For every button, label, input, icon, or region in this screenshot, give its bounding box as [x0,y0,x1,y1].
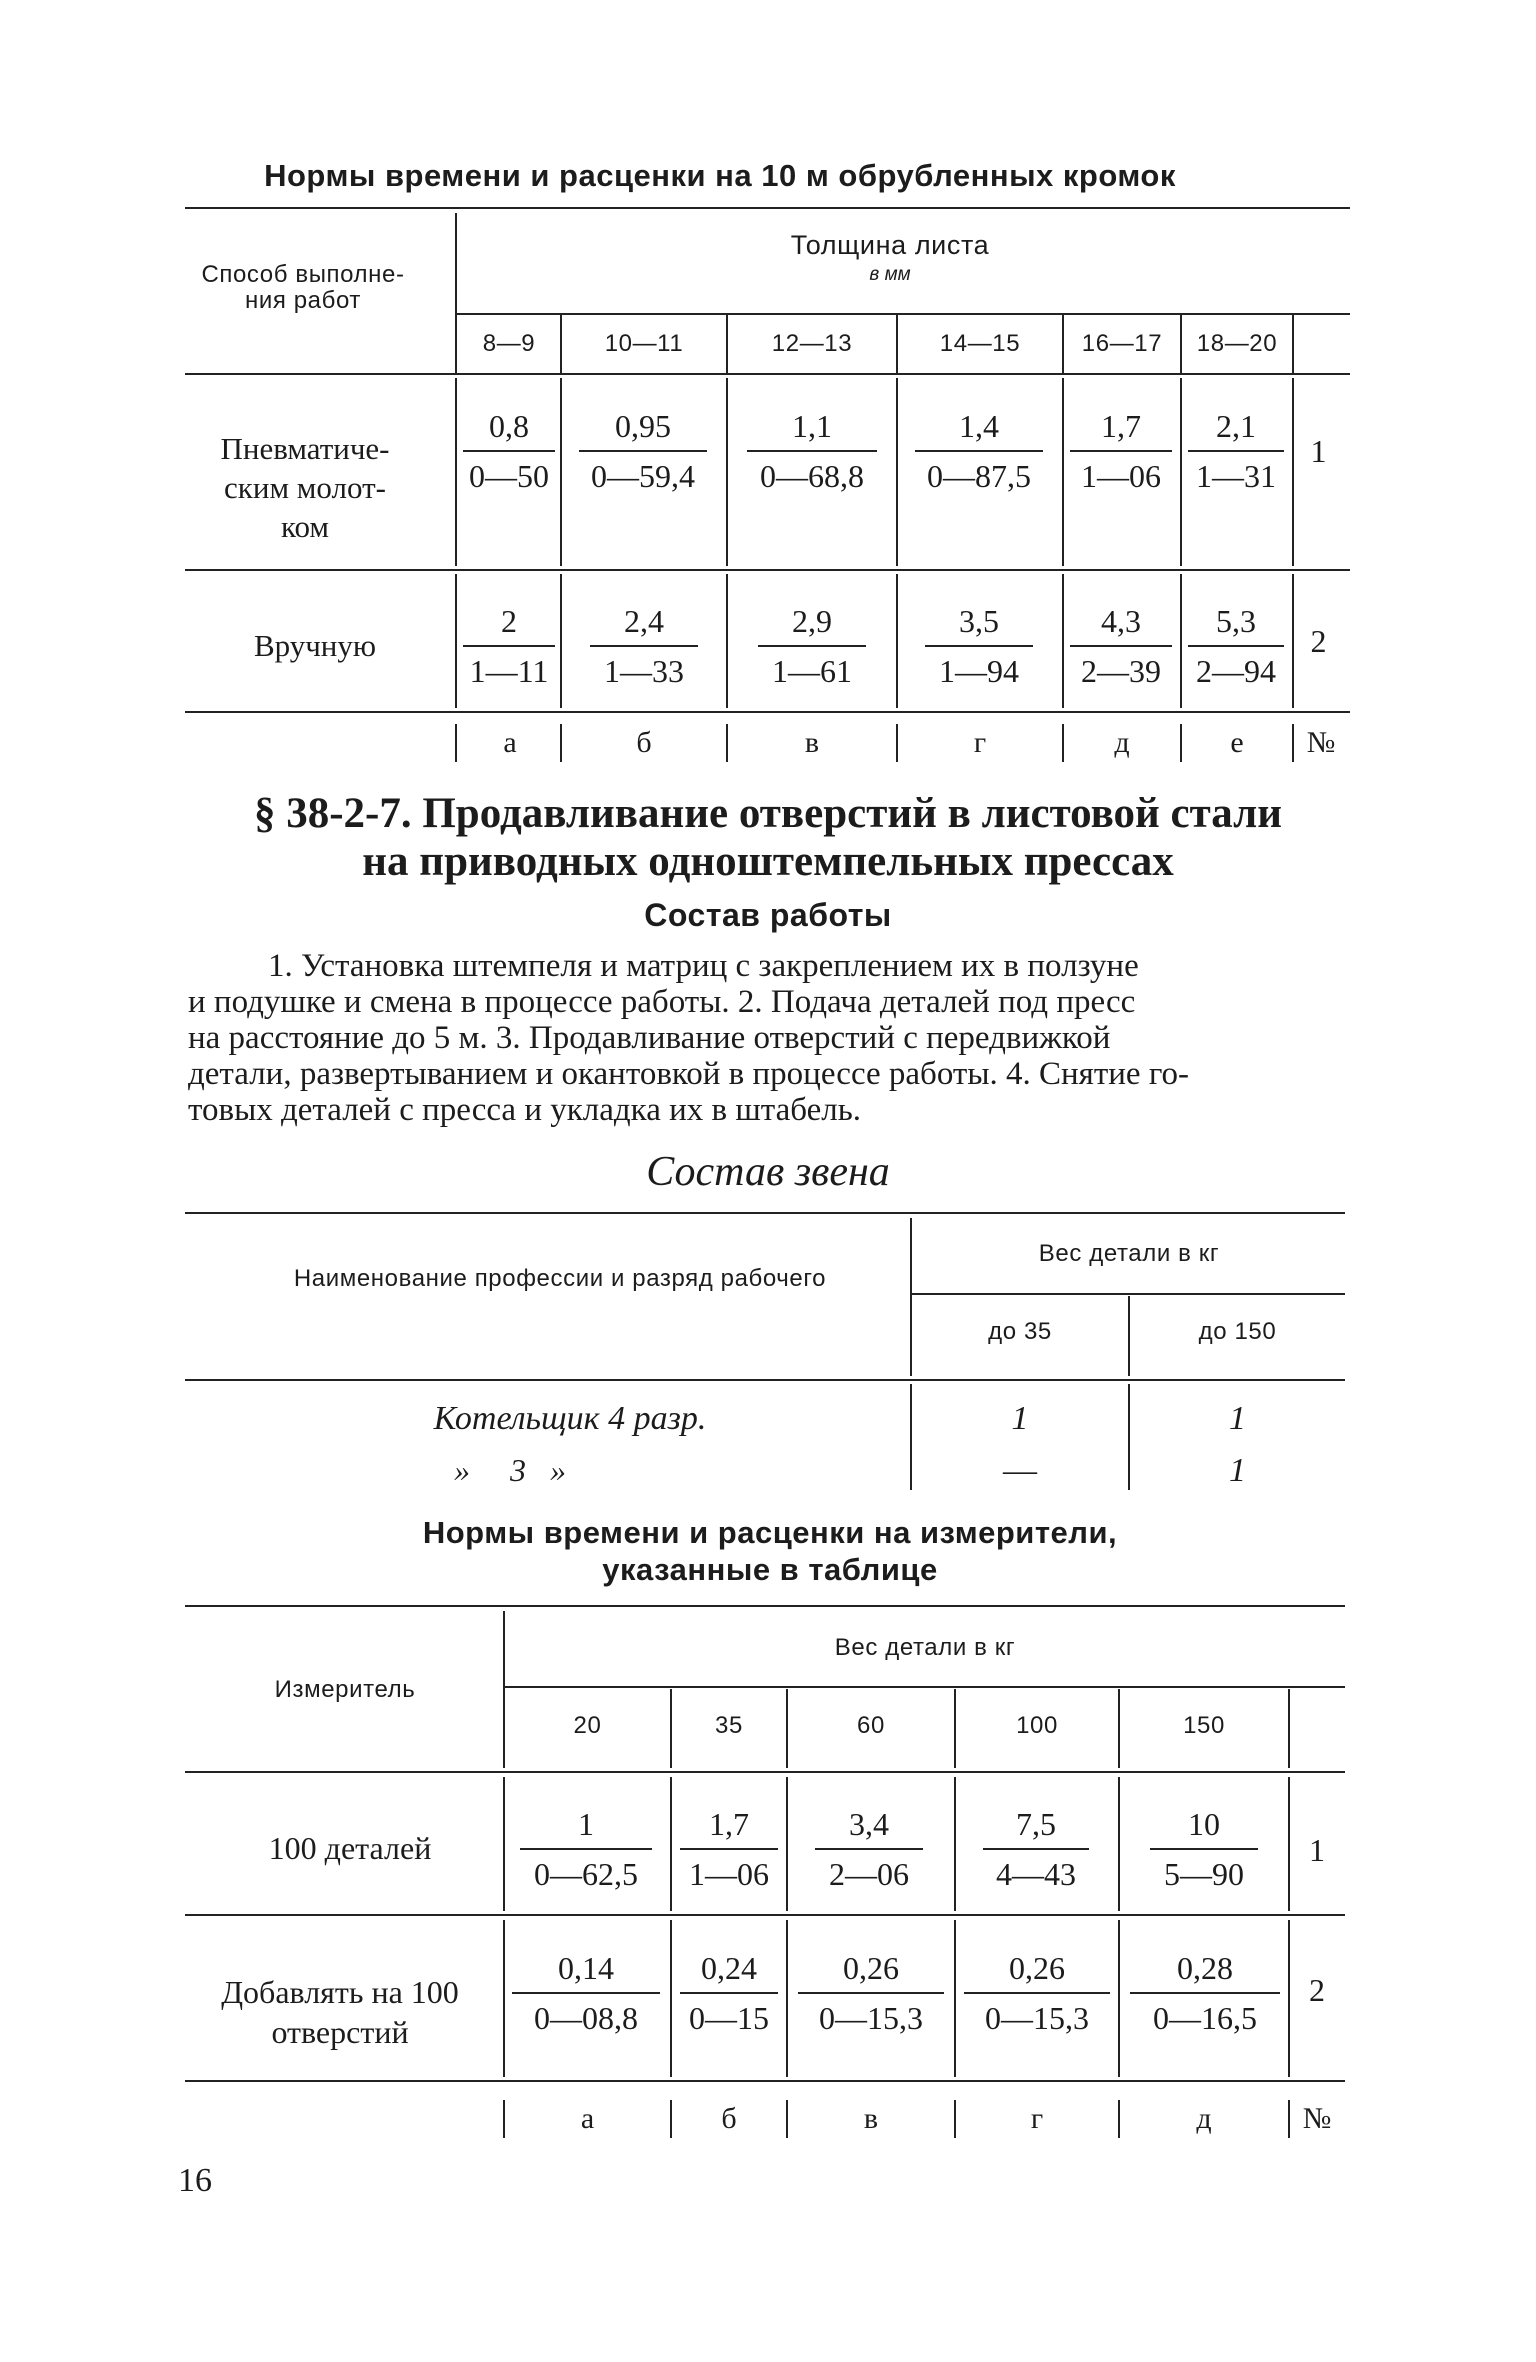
table2-body-divider [786,1777,788,1911]
table1-cell [758,605,866,687]
time-value: 10 [1150,1808,1258,1850]
work-text-line: товых деталей с пресса и укладка их в штабель. [188,1092,862,1128]
table2-cell [964,1952,1110,2034]
table2-column-letter: б [721,2102,737,2135]
table2-col-header: 20 [573,1712,602,1739]
crew-count: 1 [1011,1400,1029,1437]
time-value: 0,26 [964,1952,1110,1994]
table2-cell [680,1808,778,1890]
rate-value: 0—50 [469,458,549,494]
rate-value: 1—31 [1196,458,1276,494]
table1-column-letter: г [973,726,987,759]
rate-value: 0—16,5 [1153,2000,1257,2036]
table2-cell [1150,1808,1258,1890]
table1-thickness-header: Толщина листа [790,230,990,260]
table1-body-divider [560,574,562,708]
table2-number-label: № [1302,2102,1332,2135]
work-text-line: на расстояние до 5 м. 3. Продавливание отверстий с передвижкой [188,1020,1111,1056]
table2-body-divider [670,1777,672,1911]
table1-col-header: 16—17 [1081,330,1163,357]
section-title: § 38-2-7. Продавливание отверстий в листовой стали [253,790,1283,837]
time-value: 1 [520,1808,652,1850]
rate-value: 0—68,8 [760,458,864,494]
crew-subheader-rule [912,1293,1345,1295]
crew-profession: Котельщик 4 разр. [433,1400,707,1437]
time-value: 1,7 [1070,410,1172,452]
table2-col-header: 60 [857,1712,885,1739]
table2-body-divider [1288,1777,1290,1911]
table2-row-divider [185,1914,1345,1916]
table1-top-rule [185,207,1350,209]
table2-cell [512,1952,660,2034]
table2-cell [680,1952,778,2034]
table1-bottom-rule [185,711,1350,713]
table2-column-letter: а [580,2102,595,2135]
table2-row-label: Добавлять на 100 отверстий [221,1974,459,2050]
table1-header-bottom-rule [185,373,1350,375]
rate-value: 0—59,4 [591,458,695,494]
time-value: 3,4 [815,1808,923,1850]
crew-header-bottom-rule [185,1379,1345,1381]
table2-body-divider [954,1920,956,2077]
table1-caption: Нормы времени и расценки на 10 м обрубленных кромок [264,158,1176,193]
crew-count: 1 [1229,1452,1246,1489]
table1-body-divider [455,378,457,566]
table1-row-label: Пневматиче- ским молот- ком [220,431,390,544]
table1-body-divider [455,574,457,708]
time-value: 2,9 [758,605,866,647]
table2-letter-divider [1288,2100,1290,2138]
table1-column-letter: в [804,726,820,759]
table2-measure-header: Измеритель [274,1676,416,1703]
table2-cell [983,1808,1089,1890]
crew-weight-header: Вес детали в кг [1038,1240,1220,1267]
rate-value: 1—06 [1081,458,1161,494]
table2-body-divider [670,1920,672,2077]
table1-letter-divider [455,724,457,762]
crew-count: — [1003,1452,1037,1489]
table2-cell [815,1808,923,1890]
table2-col-header: 100 [1016,1712,1058,1739]
rate-value: 0—15,3 [985,2000,1089,2036]
table2-col-header: 150 [1183,1712,1225,1739]
table2-row-label: 100 деталей [268,1830,432,1866]
time-value: 0,26 [798,1952,944,1994]
time-value: 2 [463,605,555,647]
table1-body-divider [726,378,728,566]
table2-body-divider [786,1920,788,2077]
rate-value: 2—94 [1196,653,1276,689]
table2-measure-divider [503,1611,505,1768]
rate-value: 5—90 [1164,1856,1244,1892]
rate-value: 0—15,3 [819,2000,923,2036]
table1-body-divider [1180,378,1182,566]
table2-body-divider [1118,1777,1120,1911]
table1-body-divider [1292,574,1294,708]
table1-cell [1070,410,1172,492]
time-value: 0,24 [680,1952,778,1994]
crew-profession: » 3 » [454,1452,566,1488]
table2-caption-continued: указанные в таблице [602,1552,938,1587]
table1-cell [747,410,877,492]
table2-cell [798,1952,944,2034]
table1-cell [463,605,555,687]
table1-cell [1188,605,1284,687]
rate-value: 4—43 [996,1856,1076,1892]
table2-header-bottom-rule [185,1771,1345,1773]
table1-cell [579,410,707,492]
table2-col-header: 35 [715,1712,743,1739]
rate-value: 0—15 [689,2000,769,2036]
table1-row-label: Вручную [253,628,377,663]
table2-body-divider [503,1920,505,2077]
table1-method-header: Способ выполне- ния работ [201,261,405,315]
table2-weight-header: Вес детали в кг [834,1634,1016,1661]
rate-value: 1—94 [939,653,1019,689]
table2-top-rule [185,1605,1345,1607]
table1-col-header: 18—20 [1196,330,1278,357]
time-value: 2,1 [1188,410,1284,452]
rate-value: 2—39 [1081,653,1161,689]
time-value: 0,14 [512,1952,660,1994]
work-text-line: детали, развертыванием и окантовкой в процессе работы. 4. Снятие го- [188,1056,1190,1092]
rate-value: 2—06 [829,1856,909,1892]
crew-name-divider [910,1218,912,1376]
crew-title: Состав звена [646,1149,890,1195]
table2-caption: Нормы времени и расценки на измерители, [422,1515,1118,1550]
table1-cell [1070,605,1172,687]
table1-subheader-rule [455,313,1350,315]
time-value: 1,4 [915,410,1043,452]
time-value: 0,95 [579,410,707,452]
section-title-continued: на приводных одноштемпельных прессах [362,838,1174,885]
time-value: 1,7 [680,1808,778,1850]
table1-body-divider [1180,574,1182,708]
crew-count: 1 [1229,1400,1246,1437]
table1-body-divider [726,574,728,708]
work-text-line: 1. Установка штемпеля и матриц с закреплением их в ползуне [268,948,1139,984]
time-value: 2,4 [590,605,698,647]
rate-value: 1—06 [689,1856,769,1892]
table2-cell [1130,1952,1280,2034]
table1-col-header: 8—9 [482,330,536,357]
time-value: 0,8 [463,410,555,452]
rate-value: 0—87,5 [927,458,1031,494]
table2-body-divider [1118,1920,1120,2077]
table2-subheader-rule [505,1686,1345,1688]
rate-value: 0—62,5 [534,1856,638,1892]
rate-value: 1—33 [604,653,684,689]
table1-column-letter: д [1114,726,1130,759]
rate-value: 1—11 [469,653,549,689]
table1-cell [1188,410,1284,492]
table1-column-letter: б [636,726,652,759]
table1-body-divider [560,378,562,566]
crew-name-header: Наименование профессии и разряд рабочего [293,1265,827,1292]
table2-column-letter: г [1030,2102,1044,2135]
table1-body-divider [1292,378,1294,566]
table1-col-divider [1292,313,1294,373]
table1-method-divider [455,213,457,373]
table1-row-number: 1 [1310,433,1327,469]
page-number: 16 [178,2162,212,2199]
table1-body-divider [1062,378,1064,566]
table1-thickness-unit: в мм [869,264,911,285]
table1-letter-divider [1292,724,1294,762]
table2-body-divider [1288,1920,1290,2077]
time-value: 3,5 [925,605,1033,647]
table2-bottom-rule [185,2080,1345,2082]
table2-cell [520,1808,652,1890]
table2-row-number: 2 [1309,1972,1325,2008]
work-text-line: и подушке и смена в процессе работы. 2. Подача деталей под пресс [188,984,1136,1020]
table1-column-letter: а [503,726,517,759]
time-value: 0,28 [1130,1952,1280,1994]
time-value: 5,3 [1188,605,1284,647]
table1-col-header: 12—13 [771,330,853,357]
table1-cell [590,605,698,687]
work-composition-heading: Состав работы [644,897,892,933]
table1-body-divider [896,574,898,708]
rate-value: 1—61 [772,653,852,689]
crew-col-header: до 150 [1198,1318,1277,1345]
table1-row-divider [185,569,1350,571]
table2-column-letter: в [863,2102,879,2135]
table1-body-divider [896,378,898,566]
table1-column-letter: е [1230,726,1244,759]
table2-col-divider [1288,1689,1290,1768]
crew-top-rule [185,1212,1345,1214]
table2-column-letter: д [1196,2102,1212,2135]
table1-cell [463,410,555,492]
time-value: 4,3 [1070,605,1172,647]
time-value: 1,1 [747,410,877,452]
table2-body-divider [954,1777,956,1911]
table1-number-label: № [1306,726,1336,759]
crew-col-header: до 35 [988,1318,1052,1345]
table2-row-number: 1 [1309,1832,1325,1868]
table1-cell [915,410,1043,492]
rate-value: 0—08,8 [534,2000,638,2036]
table1-col-header: 10—11 [604,330,684,357]
table1-col-header: 14—15 [939,330,1021,357]
time-value: 7,5 [983,1808,1089,1850]
table1-row-number: 2 [1310,623,1327,659]
table1-body-divider [1062,574,1064,708]
table2-body-divider [503,1777,505,1911]
table1-cell [925,605,1033,687]
